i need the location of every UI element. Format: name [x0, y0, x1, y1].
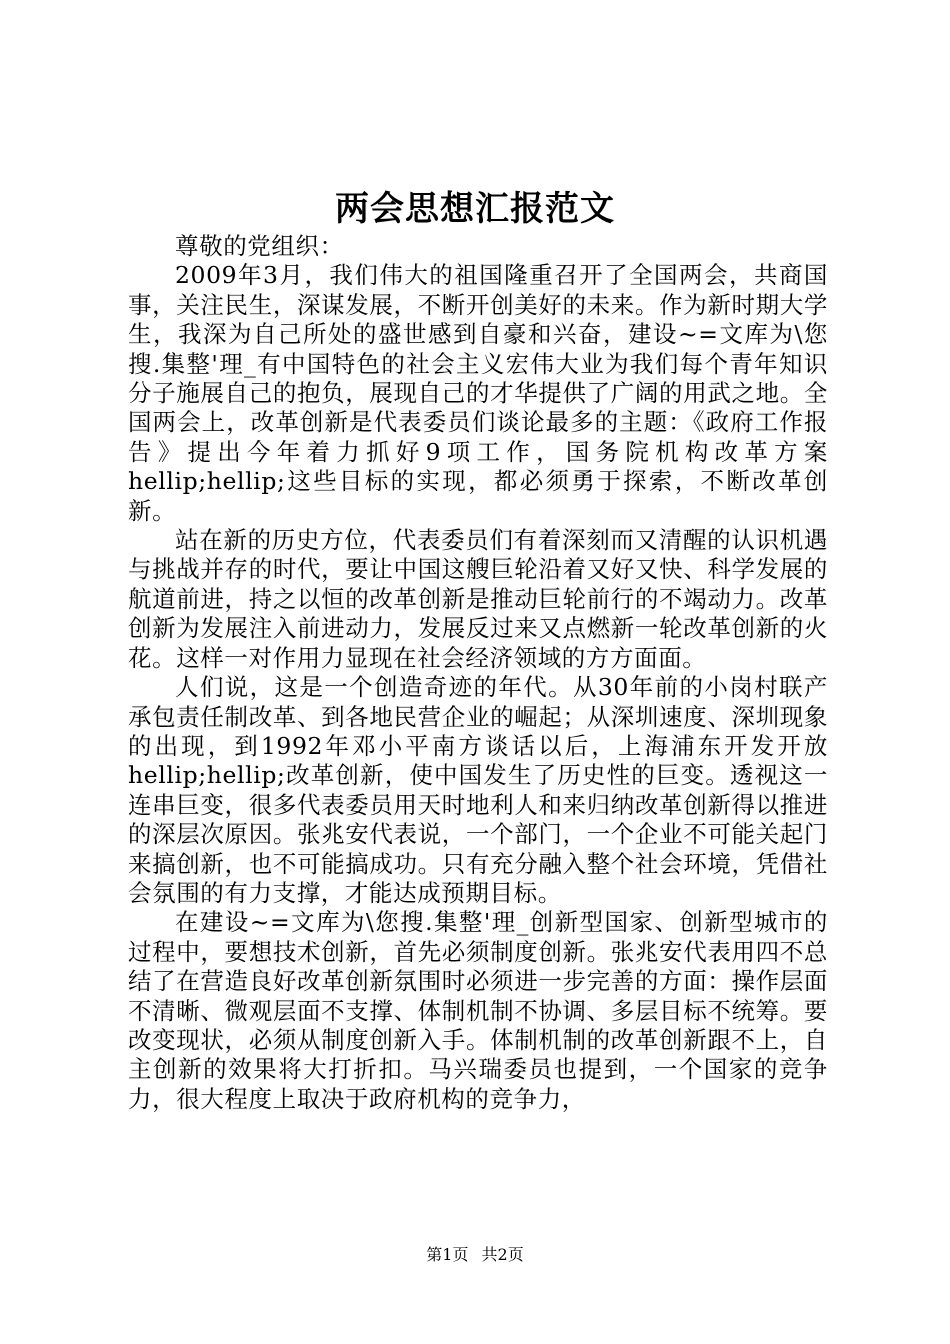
- salutation: 尊敬的党组织：: [175, 232, 344, 260]
- document-body: [128, 232, 828, 1114]
- page-footer: [0, 1244, 950, 1266]
- paragraph-1: 2009年3月，我们伟大的祖国隆重召开了全国两会，共商国事，关注民生，深谋发展，不断开创美好的未来。作为新时期大学生，我深为自己所处的盛世感到自豪和兴奋，建设~=文库为\您搜.集整'理_有中国特色的社会主义宏伟大业为我们每个青年知识分子施展自己的抱负，展现自己的才华提供了广阔的用武之地。全国两会上，改革创新是代表委员们谈论最多的主题：《政府工作报告》提出今年着力抓好9项工作，国务院机构改革方案hellip;hellip;这些目标的实现，都必须勇于探索，不断改革创新。: [128, 261, 828, 525]
- page-number: 第1页: [426, 1245, 469, 1264]
- paragraph-3: 人们说，这是一个创造奇迹的年代。从30年前的小岗村联产承包责任制改革、到各地民营企业的崛起；从深圳速度、深圳现象的出现，到1992年邓小平南方谈话以后，上海浦东开发开放hellip;hellip;改革创新，使中国发生了历史性的巨变。透视这一连串巨变，很多代表委员用天时地利人和来归纳改革创新得以推进的深层次原因。张兆安代表说，一个部门，一个企业不可能关起门来搞创新，也不可能搞成功。只有充分融入整个社会环境，凭借社会氛围的有力支撑，才能达成预期目标。: [128, 673, 828, 907]
- paragraph-2: 站在新的历史方位，代表委员们有着深刻而又清醒的认识机遇与挑战并存的时代，要让中国这艘巨轮沿着又好又快、科学发展的航道前进，持之以恒的改革创新是推动巨轮前行的不竭动力。改革创新为发展注入前进动力，发展反过来又点燃新一轮改革创新的火花。这样一对作用力显现在社会经济领域的方方面面。: [128, 526, 828, 672]
- page-total: 共2页: [481, 1245, 524, 1264]
- document-title: 两会思想汇报范文: [335, 189, 615, 229]
- paragraph-4: 在建设~=文库为\您搜.集整'理_创新型国家、创新型城市的过程中，要想技术创新，首先必须制度创新。张兆安代表用四不总结了在营造良好改革创新氛围时必须进一步完善的方面：操作层面不清晰、微观层面不支撑、体制机制不协调、多层目标不统筹。要改变现状，必须从制度创新入手。体制机制的改革创新跟不上，自主创新的效果将大打折扣。马兴瑞委员也提到，一个国家的竞争力，很大程度上取决于政府机构的竞争力，: [128, 908, 828, 1113]
